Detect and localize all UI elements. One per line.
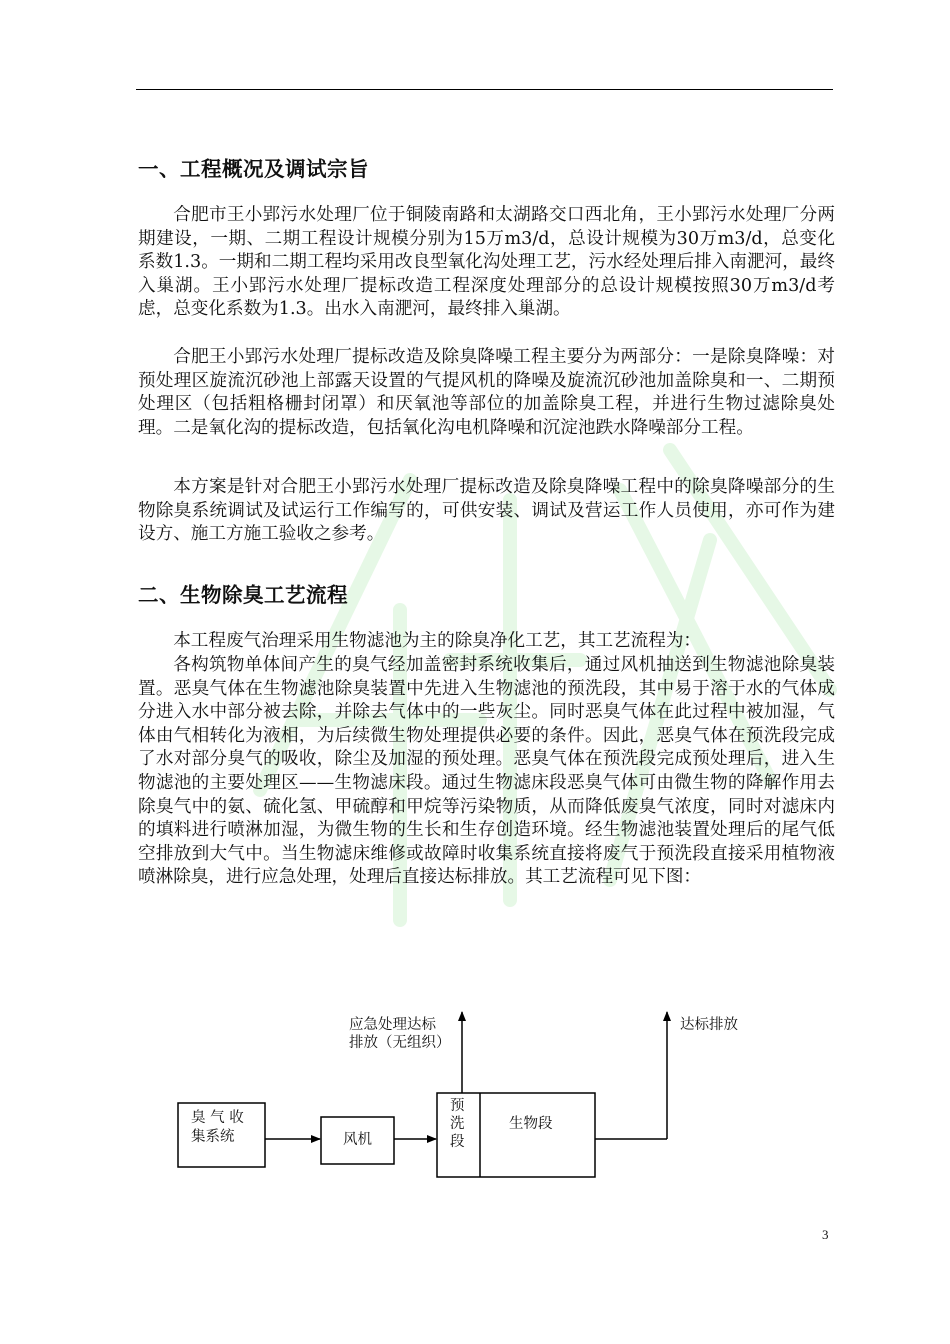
bio-section-label: 生物段: [509, 1116, 553, 1132]
prewash-label-1: 预: [450, 1098, 465, 1114]
fan-label: 风机: [343, 1132, 372, 1148]
paragraph-overview-1: 合肥市王小郢污水处理厂位于铜陵南路和太湖路交口西北角，王小郢污水处理厂分两期建设，一期、二期工程设计规模分别为15万m3/d，总设计规模为30万m3/d，总变化系数1.3。一期和二期工程均采用改良型氧化沟处理工艺，污水经处理后排入南淝河，最终入巢湖。王小郢污水处理厂提标改造工程深度处理部分的总设计规模按照30万m3/d考虑，总变化系数为1.3。出水入南淝河，最终排入巢湖。: [138, 205, 835, 320]
paragraph-process-2: 各构筑物单体间产生的臭气经加盖密封系统收集后，通过风机抽送到生物滤池除臭装置。恶臭气体在生物滤池除臭装置中先进入生物滤池的预洗段，其中易于溶于水的气体成分进入水中部分被去除，并除去气体中的一些灰尘。同时恶臭气体在此过程中被加湿，气体由气相转化为液相，为后续微生物处理提供必要的条件。因此，恶臭气体在预洗段完成了水对部分臭气的吸收，除尘及加湿的预处理。恶臭气体在预洗段完成预处理后，进入生物滤池的主要处理区——生物滤床段。通过生物滤床段恶臭气体可由微生物的降解作用去除臭气中的氨、硫化氢、甲硫醇和甲烷等污染物质，从而降低废臭气浓度，同时对滤床内的填料进行喷淋加湿，为微生物的生长和生存创造环境。经生物滤池装置处理后的尾气低空排放到大气中。当生物滤床维修或故障时收集系统直接将废气于预洗段直接采用植物液喷淋除臭，进行应急处理，处理后直接达标排放。其工艺流程可见下图：: [138, 655, 835, 888]
header-rule: [136, 89, 833, 90]
paragraph-overview-3: 本方案是针对合肥王小郢污水处理厂提标改造及除臭降噪工程中的除臭降噪部分的生物除臭系统调试及试运行工作编写的，可供安装、调试及营运工作人员使用，亦可作为建设方、施工方施工验收之参考。: [138, 477, 835, 545]
prewash-label-2: 洗: [450, 1116, 465, 1132]
collection-system-label-2: 集系统: [191, 1129, 235, 1145]
page-number: 3: [822, 1227, 829, 1242]
section-heading-overview: 一、工程概况及调试宗旨: [138, 157, 369, 181]
prewash-label-3: 段: [450, 1134, 465, 1150]
collection-system-label-1: 臭 气 收: [191, 1110, 244, 1126]
paragraph-process-1: 本工程废气治理采用生物滤池为主的除臭净化工艺，其工艺流程为：: [173, 631, 702, 651]
section-heading-process: 二、生物除臭工艺流程: [138, 583, 348, 607]
emergency-label-2: 排放（无组织）: [349, 1035, 451, 1051]
discharge-label: 达标排放: [680, 1017, 738, 1033]
emergency-label-1: 应急处理达标: [349, 1017, 436, 1033]
paragraph-overview-2: 合肥王小郢污水处理厂提标改造及除臭降噪工程主要分为两部分：一是除臭降噪：对预处理区旋流沉砂池上部露天设置的气提风机的降噪及旋流沉砂池加盖除臭和一、二期预处理区（包括粗格栅封闭罩）和厌氧池等部位的加盖除臭工程，并进行生物过滤除臭处理。二是氧化沟的提标改造，包括氧化沟电机降噪和沉淀池跌水降噪部分工程。: [138, 347, 835, 438]
